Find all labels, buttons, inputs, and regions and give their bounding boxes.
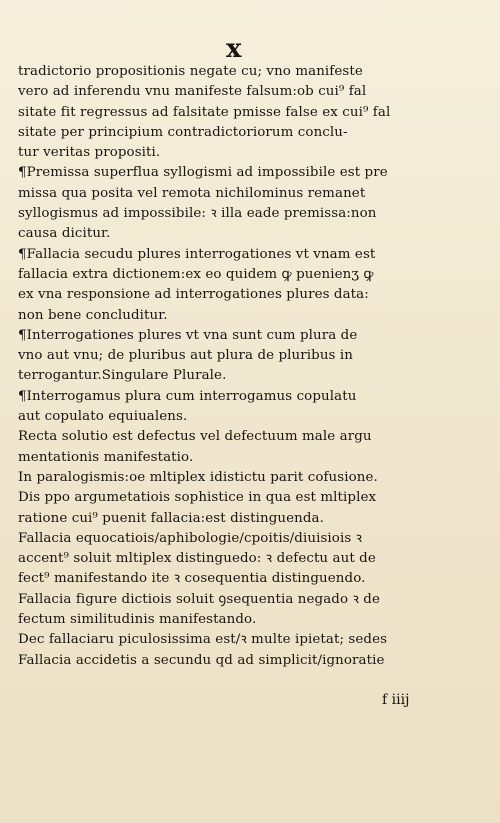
text-line: ¶Interrogamus plura cum interrogamus copulatu xyxy=(18,388,357,404)
text-line: Fallacia equocatiois/aphibologie/cpoitis/diuisiois ꝛ xyxy=(18,530,363,546)
text-line: Dis ppo argumetatiois sophistice in qua est mltiplex xyxy=(18,490,377,506)
text-line: vero ad inferendu vnu manifeste falsum:ob cui⁹ fal xyxy=(18,84,367,100)
text-line: Fallacia accidetis a secundu qd ad simplicit/ignoratie xyxy=(18,652,385,668)
text-line: fallacia extra dictionem:ex eo quidem ꝙ puenienʒ ꝙ xyxy=(18,266,374,282)
text-line: vno aut vnu; de pluribus aut plura de pluribus in xyxy=(18,348,353,364)
text-line: Dec fallaciaru piculosissima est/ꝛ multe ipietat; sedes xyxy=(18,632,388,648)
text-line: mentationis manifestatio. xyxy=(18,449,194,465)
text-line: sitate fit regressus ad falsitate pmisse false ex cui⁹ fal xyxy=(18,104,391,120)
text-line: ¶Premissa superflua syllogismi ad impossibile est pre xyxy=(18,165,388,181)
text-block xyxy=(18,62,464,671)
text-line: tur veritas propositi. xyxy=(18,145,161,161)
text-line: terrogantur.Singulare Plurale. xyxy=(18,368,227,384)
text-line: Recta solutio est defectus vel defectuum male argu xyxy=(18,429,372,445)
text-line: ex vna responsione ad interrogationes plures data: xyxy=(18,287,369,303)
text-line: fect⁹ manifestando ite ꝛ cosequentia distinguendo. xyxy=(18,571,366,587)
text-line: Fallacia figure dictiois soluit ꝯsequentia negado ꝛ de xyxy=(18,591,381,607)
text-line: fectum similitudinis manifestando. xyxy=(18,612,257,628)
text-line: missa qua posita vel remota nichilominus remanet xyxy=(18,185,366,201)
text-line: causa dicitur. xyxy=(18,226,111,242)
text-line: tradictorio propositionis negate cu; vno manifeste xyxy=(18,64,363,79)
text-line: ¶Interrogationes plures vt vna sunt cum plura de xyxy=(18,327,358,343)
text-line: sitate per principium contradictoriorum conclu- xyxy=(18,124,348,140)
text-line: In paralogismis:oe mltiplex idistictu parit cofusione. xyxy=(18,469,378,485)
text-line: non bene concluditur. xyxy=(18,307,168,323)
text-line: accent⁹ soluit mltiplex distinguedo: ꝛ defectu aut de xyxy=(18,551,376,567)
text-line: aut copulato equiualens. xyxy=(18,409,188,425)
text-line: ¶Fallacia secudu plures interrogationes vt vnam est xyxy=(18,246,376,262)
text-line: syllogismus ad impossibile: ꝛ illa eade premissa:non xyxy=(18,206,377,222)
signature-mark: f iiij xyxy=(382,692,410,708)
text-line: ratione cui⁹ puenit fallacia:est distinguenda. xyxy=(18,510,324,526)
folio-mark: x xyxy=(226,34,242,64)
